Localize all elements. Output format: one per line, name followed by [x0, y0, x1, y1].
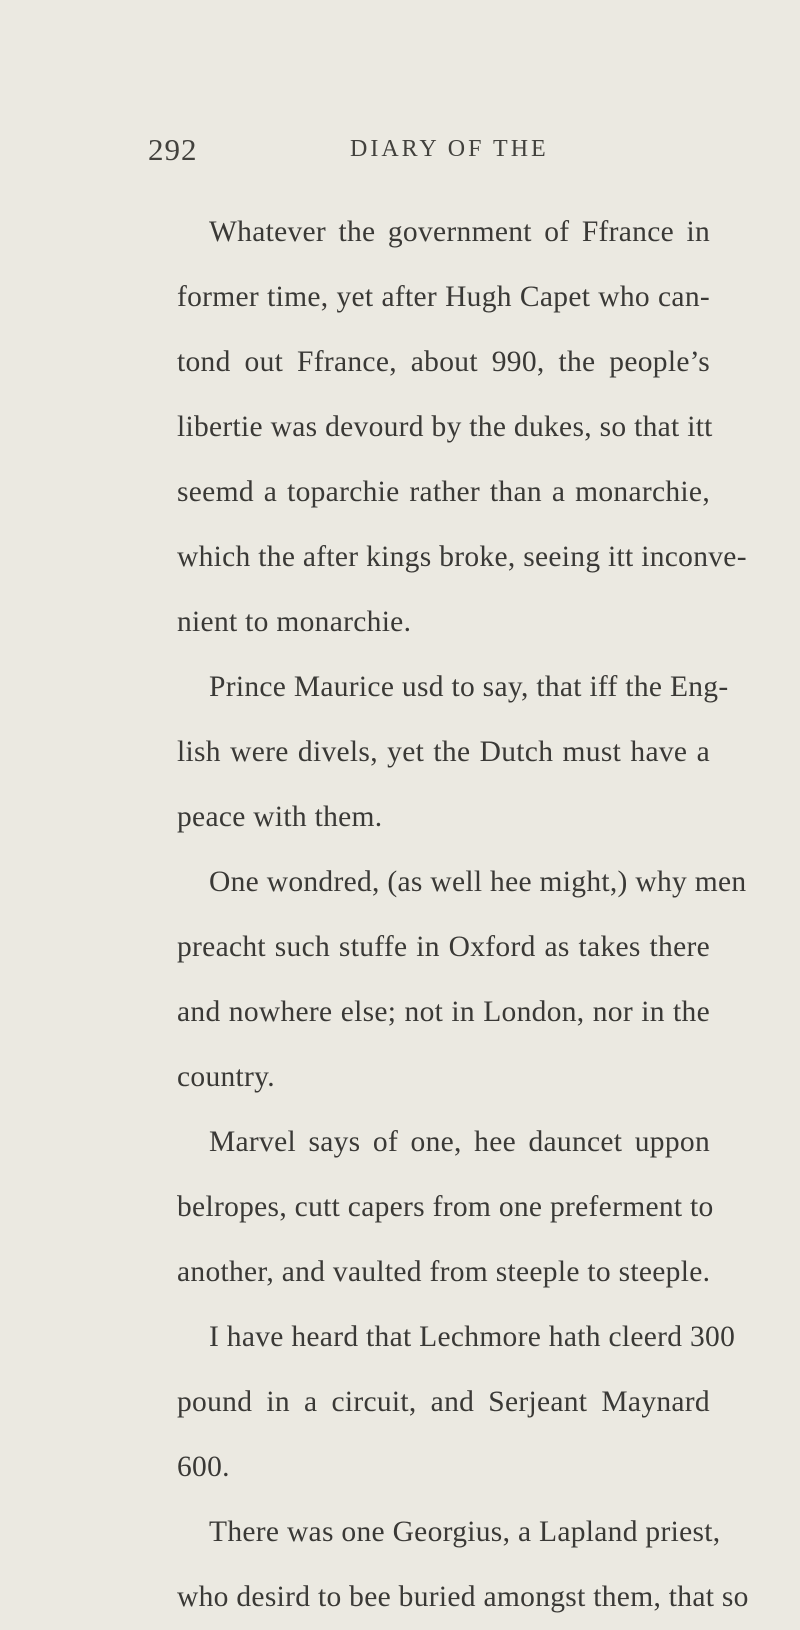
text-line: peace with them. [177, 801, 383, 833]
text-line: who desird to bee buried amongst them, that so [177, 1581, 749, 1613]
text-line: which the after kings broke, seeing itt inconve- [177, 541, 747, 573]
text-line: preacht such stuffe in Oxford as takes there [177, 931, 710, 963]
running-title: DIARY OF THE [350, 136, 549, 162]
text-line: Prince Maurice usd to say, that iff the Eng- [209, 671, 729, 703]
page-header [0, 132, 800, 182]
page-number: 292 [148, 132, 198, 167]
text-line: libertie was devourd by the dukes, so that itt [177, 411, 713, 443]
text-line: seemd a toparchie rather than a monarchie, [177, 476, 710, 508]
body-text [177, 200, 749, 1630]
text-line: One wondred, (as well hee might,) why men [209, 866, 747, 898]
text-line: There was one Georgius, a Lapland priest, [209, 1516, 721, 1548]
text-line: nient to monarchie. [177, 606, 412, 638]
text-line: lish were divels, yet the Dutch must have a [177, 736, 710, 768]
text-line: and nowhere else; not in London, nor in the [177, 996, 710, 1028]
text-line: another, and vaulted from steeple to steeple. [177, 1256, 711, 1288]
text-line: Whatever the government of Ffrance in [209, 216, 710, 248]
text-line: 600. [177, 1451, 230, 1483]
text-line: country. [177, 1061, 275, 1093]
text-line: pound in a circuit, and Serjeant Maynard [177, 1386, 710, 1418]
text-line: Marvel says of one, hee dauncet uppon [209, 1126, 710, 1158]
text-line: tond out Ffrance, about 990, the people’s [177, 346, 710, 378]
text-line: belropes, cutt capers from one preferment to [177, 1191, 714, 1223]
text-line: former time, yet after Hugh Capet who can- [177, 281, 710, 313]
text-line: I have heard that Lechmore hath cleerd 300 [209, 1321, 736, 1353]
